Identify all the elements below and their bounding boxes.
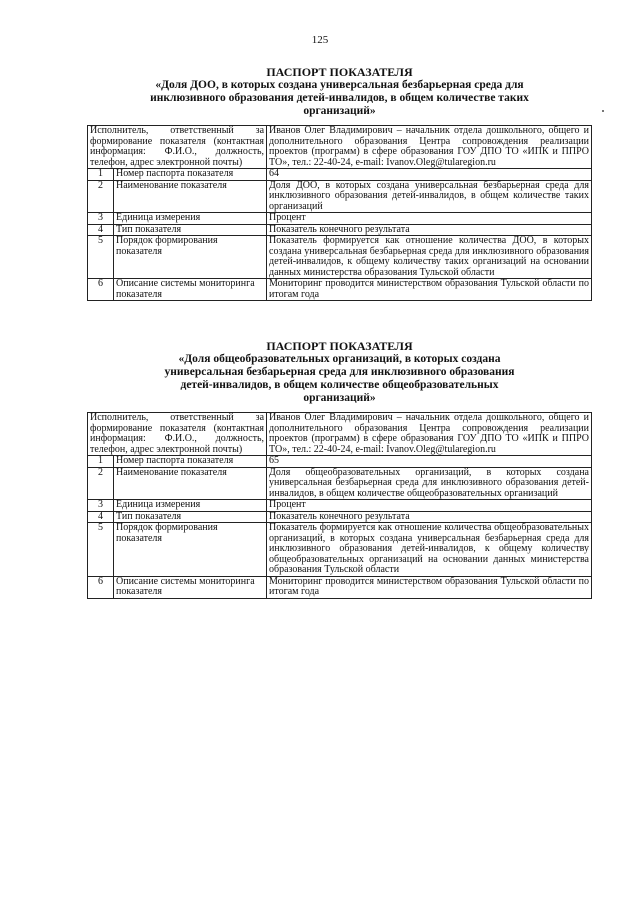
row-value: 64 (267, 169, 592, 181)
row-number: 5 (88, 523, 114, 577)
row-number: 4 (88, 224, 114, 236)
row-value: Доля ДОО, в которых создана универсальная безбарьерная среда для инклюзивного образования детей-инвалидов, в общем количестве таких организаций (267, 180, 592, 213)
row-number: 2 (88, 180, 114, 213)
page-number: 125 (311, 34, 329, 46)
table-row (88, 279, 592, 301)
row-number: 6 (88, 279, 114, 301)
responsible-label: Исполнитель, ответственный за формирование показателя (контактная информация: Ф.И.О., должность, телефон, адрес электронной почты) (88, 126, 267, 169)
passport-title: ПАСПОРТ ПОКАЗАТЕЛЯ (266, 65, 413, 79)
responsible-label: Исполнитель, ответственный за формирование показателя (контактная информация: Ф.И.О., должность, телефон, адрес электронной почты) (88, 413, 267, 456)
table-row (88, 236, 592, 279)
row-value: Процент (267, 500, 592, 512)
row-value: Процент (267, 213, 592, 225)
table-row (88, 169, 592, 181)
responsible-row (88, 413, 592, 456)
passport-subtitle: «Доля общеобразовательных организаций, в которых создана универсальная безбарьерная среда для инклюзивного образования детей-инвалидов, в общем количестве общеобразовательных организаций» (164, 353, 515, 404)
row-label: Единица измерения (114, 213, 267, 225)
row-number: 5 (88, 236, 114, 279)
row-label: Тип показателя (114, 511, 267, 523)
table-row (88, 456, 592, 468)
row-label: Наименование показателя (114, 180, 267, 213)
passport-table (87, 412, 592, 599)
row-value: Мониторинг проводится министерством образования Тульской области по итогам года (267, 576, 592, 598)
row-number: 4 (88, 511, 114, 523)
row-value: 65 (267, 456, 592, 468)
row-value: Мониторинг проводится министерством образования Тульской области по итогам года (267, 279, 592, 301)
row-number: 2 (88, 467, 114, 500)
table-row (88, 180, 592, 213)
row-value: Показатель конечного результата (267, 224, 592, 236)
table-row (88, 511, 592, 523)
responsible-value: Иванов Олег Владимирович – начальник отдела дошкольного, общего и дополнительного образования Центра сопровождения реализации проектов (программ) в сфере образования ГОУ ДПО ТО «ИПК и ППРО ТО», тел.: 22-40-24, e-mail: Ivanov.Oleg@tularegion.ru (267, 413, 592, 456)
table-row (88, 467, 592, 500)
row-label: Порядок формирования показателя (114, 523, 267, 577)
table-row (88, 523, 592, 577)
table-row (88, 576, 592, 598)
row-label: Тип показателя (114, 224, 267, 236)
table-row (88, 500, 592, 512)
passport-subtitle: «Доля ДОО, в которых создана универсальная безбарьерная среда для инклюзивного образования детей-инвалидов, в общем количестве таких организаций» (150, 79, 529, 117)
row-value: Показатель формируется как отношение количества общеобразовательных организаций, в которых создана универсальная безбарьерная среда для инклюзивного образования детей-инвалидов, к общему количеству общеобразовательных организаций на основании данных министерства образования Тульской области (267, 523, 592, 577)
indicator-passport-65 (87, 340, 592, 599)
table-row (88, 224, 592, 236)
row-label: Описание системы мониторинга показателя (114, 576, 267, 598)
row-value: Показатель формируется как отношение количества ДОО, в которых создана универсальная безбарьерная среда для инклюзивного образования детей-инвалидов, к общему количеству таких организаций на основании данных министерства образования Тульской области (267, 236, 592, 279)
row-label: Единица измерения (114, 500, 267, 512)
row-number: 3 (88, 500, 114, 512)
row-label: Номер паспорта показателя (114, 169, 267, 181)
responsible-value: Иванов Олег Владимирович – начальник отдела дошкольного, общего и дополнительного образования Центра сопровождения реализации проектов (программ) в сфере образования ГОУ ДПО ТО «ИПК и ППРО ТО», тел.: 22-40-24, e-mail: Ivanov.Oleg@tularegion.ru (267, 126, 592, 169)
row-label: Порядок формирования показателя (114, 236, 267, 279)
row-label: Номер паспорта показателя (114, 456, 267, 468)
indicator-passport-64 (87, 66, 592, 301)
row-number: 1 (88, 456, 114, 468)
row-number: 1 (88, 169, 114, 181)
passport-title: ПАСПОРТ ПОКАЗАТЕЛЯ (266, 339, 413, 353)
passport-table (87, 125, 592, 301)
row-value: Доля общеобразовательных организаций, в которых создана универсальная безбарьерная среда для инклюзивного образования детей-инвалидов, в общем количестве общеобразовательных организаций (267, 467, 592, 500)
responsible-row (88, 126, 592, 169)
row-value: Показатель конечного результата (267, 511, 592, 523)
row-number: 6 (88, 576, 114, 598)
row-label: Описание системы мониторинга показателя (114, 279, 267, 301)
row-label: Наименование показателя (114, 467, 267, 500)
table-row (88, 213, 592, 225)
row-number: 3 (88, 213, 114, 225)
scan-speck (602, 110, 604, 112)
